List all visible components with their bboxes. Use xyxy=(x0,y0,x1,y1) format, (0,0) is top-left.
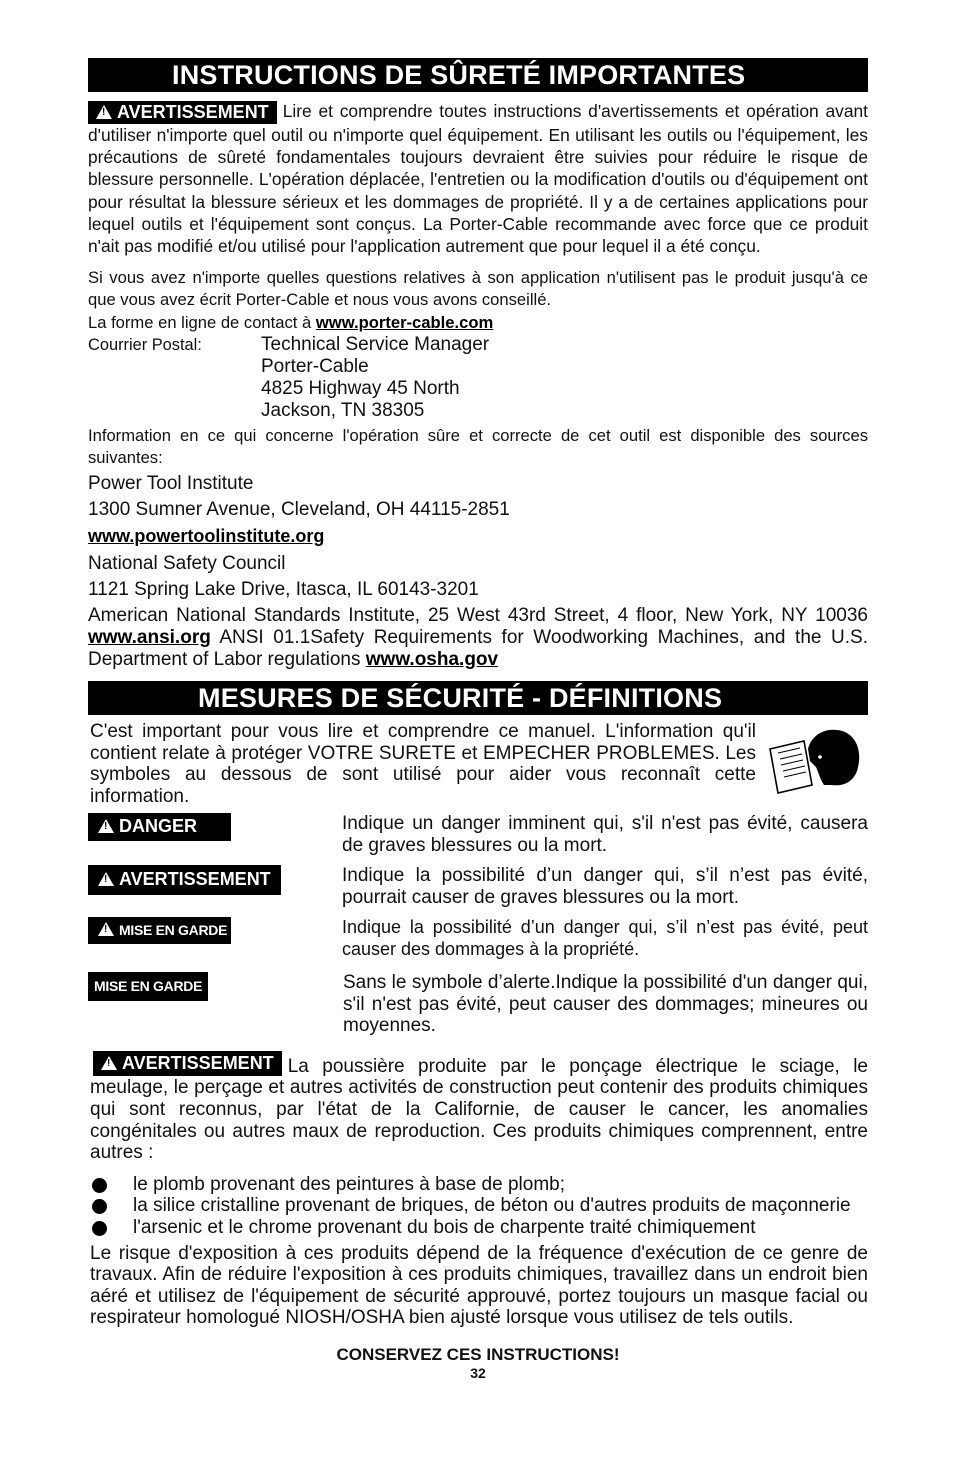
nsc-name: National Safety Council xyxy=(88,552,286,574)
ansi-link[interactable]: www.ansi.org xyxy=(88,626,211,648)
pti-link[interactable]: www.powertoolinstitute.org xyxy=(88,525,325,546)
mail-label: Courrier Postal: xyxy=(88,335,202,354)
manual-page xyxy=(88,58,868,1381)
porter-cable-link[interactable]: www.porter-cable.com xyxy=(315,312,494,332)
osha-link[interactable]: www.osha.gov xyxy=(365,648,499,670)
alert-triangle-icon xyxy=(96,105,112,119)
danger-badge: !DANGER xyxy=(88,813,231,841)
safety-instructions-heading: INSTRUCTIONS DE SÛRETÉ IMPORTANTES xyxy=(88,58,868,92)
dust-warning-paragraph: !AVERTISSEMENT La poussière produite par le ponçage électrique le sciage, le meulage, le perçage et autres activités de construction peut contenir des produits chimiques qui sont reconnus, par l'état de la Californie, de causer le cancer, les anomalies congénitales ou autres maux de reproduction. Ces produits chimiques comprennent, entre autres : xyxy=(88,1051,868,1164)
warning-badge-3: !AVERTISSEMENT xyxy=(93,1051,282,1076)
definition-caution: !MISE EN GARDE Indique la possibilité d’un danger qui, s’il n’est pas évité, peut causer des dommages à la propriété. xyxy=(88,917,868,960)
contact-line: La forme en ligne de contact à www.porter-cable.com xyxy=(88,312,494,332)
nsc-address: 1121 Spring Lake Drive, Itasca, IL 60143-3201 xyxy=(88,578,479,600)
caution-badge-no-symbol: MISE EN GARDE xyxy=(88,972,208,1001)
alert-triangle-icon xyxy=(98,872,114,886)
risk-paragraph: Le risque d'exposition à ces produits dépend de la fréquence d'exécution de ce genre de travaux. Afin de réduire l'exposition à ces produits chimiques, travaillez dans un endroit bien aéré et utilisez de l'équipement de sécurité approuvé, portez toujours un masque facial ou respirateur homologué NIOSH/OSHA bien ajusté lorsque vous utilisez de tels outils. xyxy=(90,1242,868,1329)
mailing-address xyxy=(88,334,868,423)
definitions-heading: MESURES DE SÉCURITÉ - DÉFINITIONS xyxy=(88,681,868,715)
ansi-paragraph: American National Standards Institute, 25 West 43rd Street, 4 floor, New York, NY 10036 www.ansi.org ANSI 01.1Safety Requirements for Woodworking Machines, and the U.S. Department of Labor regulations www.osha.gov xyxy=(88,604,868,670)
caution-badge: !MISE EN GARDE xyxy=(88,917,231,944)
definition-warning: !AVERTISSEMENT Indique la possibilité d’un danger qui, s’il n’est pas évité, pourrait causer de graves blessures ou la mort. xyxy=(88,865,868,908)
warning-paragraph: !AVERTISSEMENT Lire et comprendre toutes instructions d'avertissements et opération avant d'utiliser n'importe quel outil ou n'importe quel équipement. En utilisant les outils ou l'équipement, les précautions de sûreté fondamentales toujours devraient être suivies pour réduire le risque de blessure personnelle. L'opération déplacée, l'entretien ou la modification d'outils ou d'équipement ont pour résultat la blessure sérieux et les dommages de propriété. Il y a de certaines applications pour lequel outils et l'équipement sont conçus. La Porter-Cable recommande avec force que ce produit n'ait pas modifié et/ou utilisé pour l'application autrement que pour lequel il a été conçu. xyxy=(88,100,868,257)
intro-paragraph: C'est important pour vous lire et comprendre ce manuel. L'information qu'il contient relate à protéger VOTRE SURETE et EMPECHER PROBLEMES. Les symboles au dessous de sont utilisé pour aider vous reconnaît cette information. xyxy=(90,720,756,807)
save-instructions: CONSERVEZ CES INSTRUCTIONS! xyxy=(336,1344,620,1364)
list-item: la silice cristalline provenant de briques, de béton ou d'autres produits de maçonnerie xyxy=(88,1195,868,1217)
alert-triangle-icon xyxy=(98,922,114,936)
alert-triangle-icon xyxy=(101,1056,117,1070)
definition-danger: !DANGER Indique un danger imminent qui, s'il n'est pas évité, causera de graves blessures ou la mort. xyxy=(88,813,868,856)
mail-lines: Technical Service Manager Porter-Cable 4825 Highway 45 North Jackson, TN 38305 xyxy=(261,333,490,422)
warning-badge: !AVERTISSEMENT xyxy=(88,101,277,124)
questions-paragraph: Si vous avez n'importe quelles questions relatives à son application n'utilisent pas le produit jusqu'à ce que vous avez écrit Porter-Cable et nous vous avons conseillé. xyxy=(88,268,868,310)
pti-address: 1300 Sumner Avenue, Cleveland, OH 44115-2851 xyxy=(88,498,510,520)
intro-row xyxy=(88,721,868,807)
info-paragraph: Information en ce qui concerne l'opération sûre et correcte de cet outil est disponible des sources suivantes: xyxy=(88,425,868,467)
warning-badge-2: !AVERTISSEMENT xyxy=(88,865,281,895)
list-item: l'arsenic et le chrome provenant du bois de charpente traité chimiquement xyxy=(88,1217,868,1239)
definition-caution-no-symbol: MISE EN GARDE Sans le symbole d’alerte.Indique la possibilité d'un danger qui, s'il n'est pas évité, peut causer des dommages; mineures ou moyennes. xyxy=(88,972,868,1037)
read-manual-icon xyxy=(768,727,864,802)
alert-triangle-icon xyxy=(98,819,114,833)
list-item: le plomb provenant des peintures à base de plomb; xyxy=(88,1174,868,1196)
pti-name: Power Tool Institute xyxy=(88,472,254,494)
chemicals-list xyxy=(88,1174,868,1239)
page-number: 32 xyxy=(470,1364,486,1381)
